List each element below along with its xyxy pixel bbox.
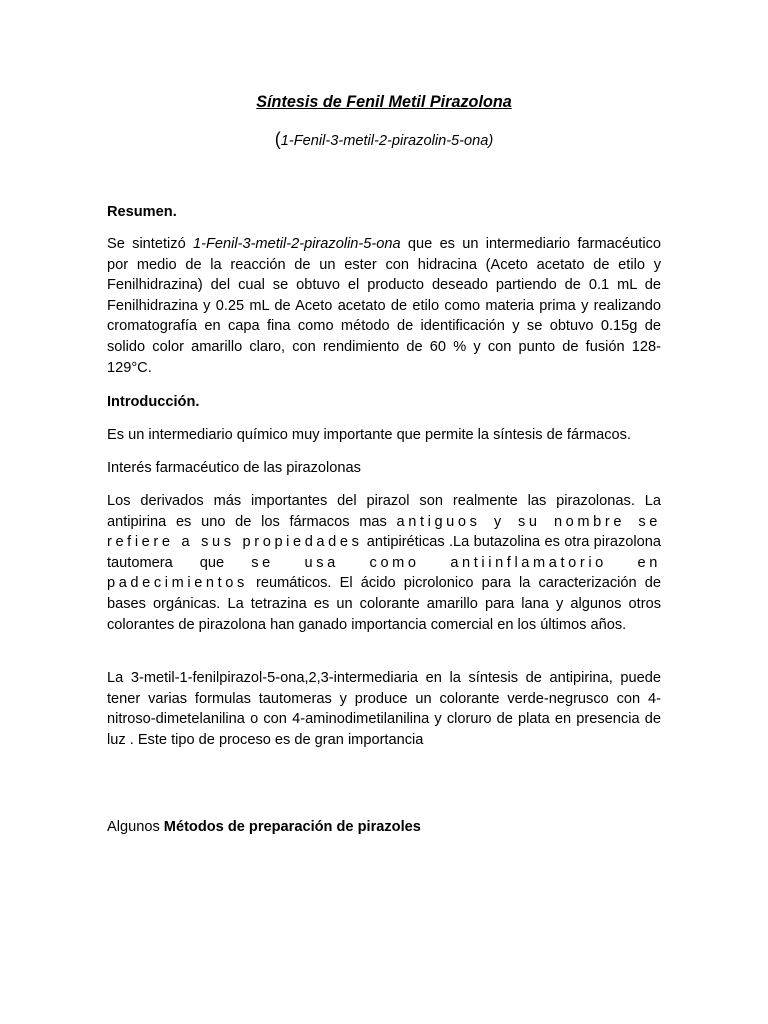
metodos-line [107,817,661,838]
intro-paragraph-2: Interés farmacéutico de las pirazolonas [107,460,361,476]
resumen-compound-italic: 1-Fenil-3-metil-2-pirazolin-5-ona [192,236,401,252]
document-title: Síntesis de Fenil Metil Pirazolona [256,93,512,111]
metodos-heading-bold: Métodos de preparación de pirazoles [163,819,421,835]
resumen-text-before: Se sintetizó [107,236,193,252]
resumen-text-after: que es un intermediario farmacéutico por medio de la reacción de un ester con hidracina (Aceto acetato de etilo y Fenilhidrazina) del cual se obtuvo el producto deseado partiendo de 0.1 mL de Fenilhidrazina y 0.25 mL de Aceto acetato de etilo como materia prima y realizando cromatografía en capa fina como método de identificación y se obtuvo 0.15g de solido color amarillo claro, con rendimiento de 60 % y con punto de fusión 128-129°C. [107,236,661,376]
subtitle-compound-name: 1-Fenil-3-metil-2-pirazolin-5-ona) [280,133,494,149]
intro-paragraph-3 [107,491,661,635]
intro-p3-spaced-2: se usa como antiinflamatorio en padecimientos [107,554,661,592]
intro-p3-part3: reumáticos. El ácido picrolonico para la caracterización de bases orgánicas. La tetrazina es un colorante amarillo para lana y algunos otros colorantes de pirazolona han ganado importancia comercial en los últimos años. [107,575,661,633]
intro-p3-spaced-1: antiguos y su nombre se refiere a sus propiedades [107,513,661,551]
document-subtitle [0,129,768,151]
intro-paragraph-4: La 3-metil-1-fenilpirazol-5-ona,2,3-intermediaria en la síntesis de antipirina, puede tener varias formulas tautomeras y produce un colorante verde-negrusco con 4-nitroso-dimetelanilina o con 4-aminodimetilanilina y cloruro de plata en presencia de luz . Este tipo de proceso es de gran importancia [107,670,661,748]
intro-p3-part2: antipiréticas .La butazolina es otra pirazolona tautomera que [107,534,661,571]
intro-p3-part1: Los derivados más importantes del pirazol son realmente las pirazolonas. La antipirina es uno de los fármacos mas [107,493,661,530]
intro-paragraph-1: Es un intermediario químico muy importante que permite la síntesis de fármacos. [107,427,631,443]
resumen-paragraph [107,234,661,378]
resumen-heading: Resumen. [107,204,177,220]
introduccion-heading: Introducción. [107,394,200,410]
subtitle-open-paren: ( [274,129,281,149]
metodos-prefix: Algunos [107,819,164,835]
